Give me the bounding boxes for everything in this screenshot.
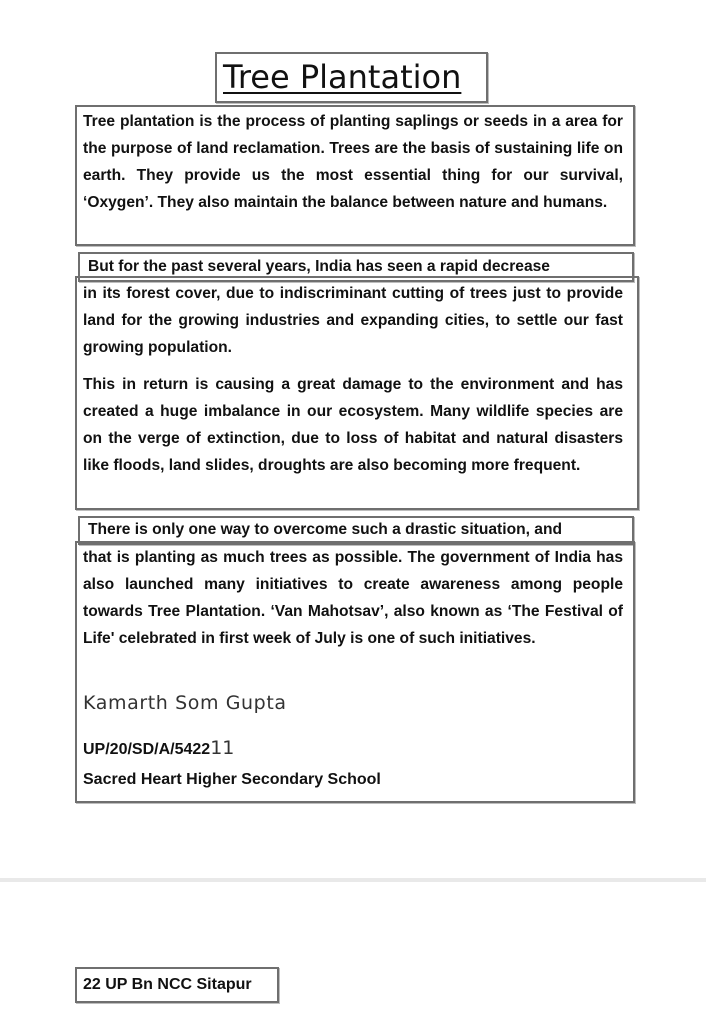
school-name: Sacred Heart Higher Secondary School [83, 771, 381, 788]
solution-first-line: There is only one way to overcome such a drastic situation, and [88, 521, 563, 538]
registration-handwritten: 11 [210, 737, 235, 759]
registration-printed: UP/20/SD/A/5422 [83, 741, 211, 758]
page-divider [0, 878, 706, 882]
decline-first-line: But for the past several years, India has seen a rapid decrease [88, 258, 550, 275]
page-title: Tree Plantation [223, 58, 462, 96]
unit-name: 22 UP Bn NCC Sitapur [83, 976, 252, 993]
author-name: Kamarth Som Gupta [83, 692, 287, 714]
decline-paragraph: in its forest cover, due to indiscriminant cutting of trees just to provide land for the growing industries and expanding cities, to settle our fast growing population. [83, 285, 623, 356]
damage-paragraph: This in return is causing a great damage to the environment and has created a huge imbalance in our ecosystem. Many wildlife species are on the verge of extinction, due to loss of habitat and natural disasters like floods, land slides, droughts are also becoming more frequent. [83, 376, 623, 474]
registration-number [83, 737, 234, 759]
intro-paragraph: Tree plantation is the process of planting saplings or seeds in a area for the purpose of land reclamation. Trees are the basis of sustaining life on earth. They provide us the most essential thing for our survival, ‘Oxygen’. They also maintain the balance between nature and humans. [83, 113, 623, 211]
solution-paragraph: that is planting as much trees as possible. The government of India has also launched many initiatives to create awareness among people towards Tree Plantation. ‘Van Mahotsav’, also known as ‘The Festival of Life' celebrated in first week of July is one of such initiatives. [83, 549, 623, 647]
